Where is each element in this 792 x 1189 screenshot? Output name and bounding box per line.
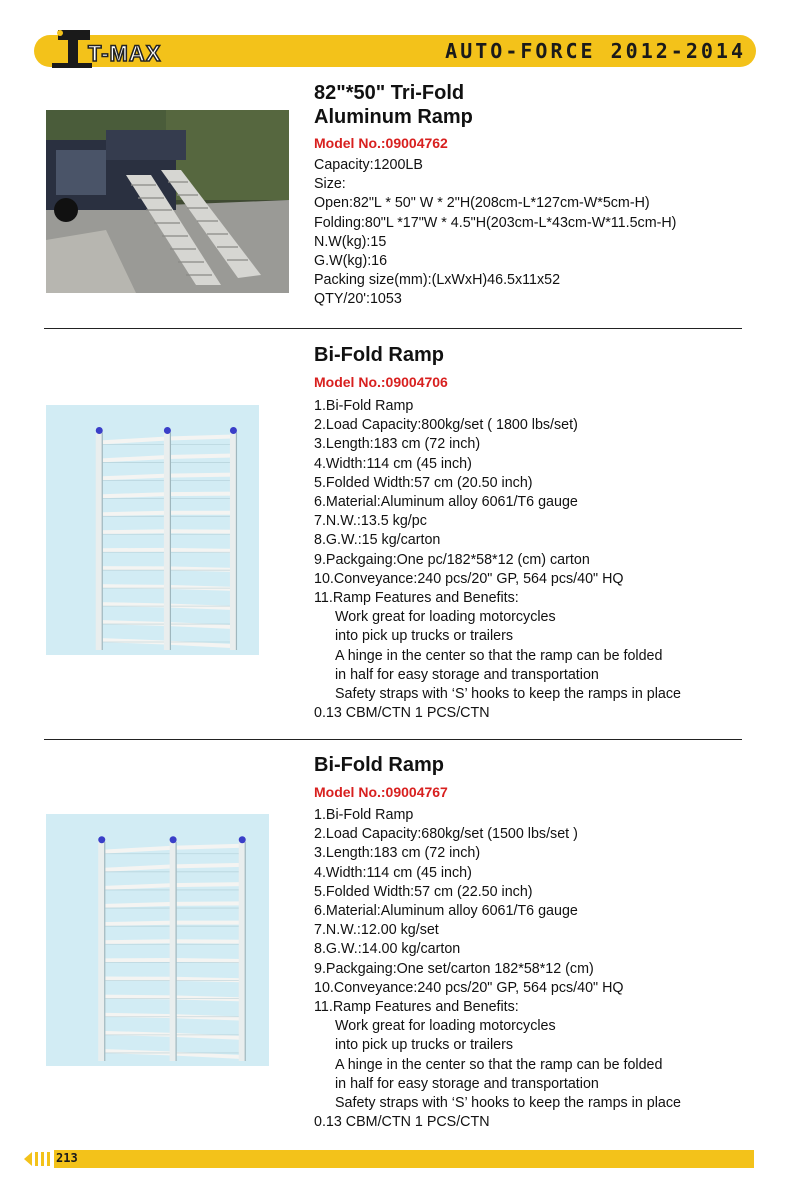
spec-item: 3.Length:183 cm (72 inch): [314, 436, 481, 453]
spec-item: Capacity:1200LB: [314, 157, 423, 173]
spec-item: into pick up trucks or trailers: [335, 628, 513, 645]
page-marker-icon: [22, 1150, 54, 1168]
product-title: Bi-Fold Ramp: [314, 754, 444, 776]
spec-item: 5.Folded Width:57 cm (20.50 inch): [314, 474, 533, 491]
spec-item: 11.Ramp Features and Benefits:: [314, 590, 519, 607]
spec-item: 2.Load Capacity:680kg/set (1500 lbs/set ): [314, 826, 578, 843]
spec-item: in half for easy storage and transportation: [335, 666, 599, 683]
section-divider: [44, 328, 742, 329]
spec-item: 4.Width:114 cm (45 inch): [314, 864, 472, 881]
spec-item: in half for easy storage and transportation: [335, 1075, 599, 1092]
spec-item: Packing size(mm):(LxWxH)46.5x11x52: [314, 272, 561, 289]
spec-item: 8.G.W.:14.00 kg/carton: [314, 941, 461, 958]
spec-item: 8.G.W.:15 kg/carton: [314, 532, 441, 549]
spec-item: Safety straps with ‘S’ hooks to keep the ramps in place: [335, 1095, 681, 1112]
spec-item: into pick up trucks or trailers: [335, 1037, 513, 1054]
spec-item: QTY/20':1053: [314, 291, 402, 308]
spec-item: 2.Load Capacity:800kg/set ( 1800 lbs/set): [314, 417, 578, 434]
spec-item: 10.Conveyance:240 pcs/20" GP, 564 pcs/40" HQ: [314, 570, 624, 587]
spec-item: 0.13 CBM/CTN 1 PCS/CTN: [314, 1114, 490, 1131]
bi-fold-ramp-photo: [46, 814, 269, 1066]
footer-bar: [22, 1150, 754, 1168]
product-title: Bi-Fold Ramp: [314, 344, 444, 366]
section-divider: [44, 739, 742, 740]
spec-item: 7.N.W.:13.5 kg/pc: [314, 513, 427, 530]
spec-item: Size:: [314, 176, 346, 193]
bi-fold-ramp-photo: [46, 405, 259, 655]
model-number: Model No.:09004767: [314, 784, 448, 800]
spec-item: 0.13 CBM/CTN 1 PCS/CTN: [314, 705, 490, 722]
spec-list: [314, 156, 676, 310]
spec-list: [314, 806, 681, 1132]
spec-item: Work great for loading motorcycles: [335, 1018, 556, 1035]
catalog-title: AUTO-FORCE 2012-2014: [445, 39, 746, 63]
tri-fold-ramp-photo: [46, 110, 289, 293]
spec-item: Open:82"L * 50" W * 2"H(208cm-L*127cm-W*5cm-H): [314, 195, 650, 212]
spec-item: Work great for loading motorcycles: [335, 609, 556, 626]
spec-item: 4.Width:114 cm (45 inch): [314, 455, 472, 472]
spec-item: 6.Material:Aluminum alloy 6061/T6 gauge: [314, 903, 578, 920]
spec-item: 5.Folded Width:57 cm (22.50 inch): [314, 883, 533, 900]
spec-item: 6.Material:Aluminum alloy 6061/T6 gauge: [314, 494, 578, 511]
spec-item: Safety straps with ‘S’ hooks to keep the ramps in place: [335, 686, 681, 703]
product-title-line2: Aluminum Ramp: [314, 106, 473, 128]
spec-item: G.W(kg):16: [314, 253, 388, 270]
spec-item: 10.Conveyance:240 pcs/20" GP, 564 pcs/40" HQ: [314, 979, 624, 996]
spec-item: 1.Bi-Fold Ramp: [314, 807, 414, 823]
spec-item: 9.Packgaing:One set/carton 182*58*12 (cm): [314, 960, 594, 977]
product-title: [314, 81, 473, 129]
page-number: 213: [56, 1151, 78, 1165]
spec-item: A hinge in the center so that the ramp can be folded: [335, 1056, 663, 1073]
spec-item: 1.Bi-Fold Ramp: [314, 398, 414, 414]
spec-item: 3.Length:183 cm (72 inch): [314, 845, 481, 862]
product-title-line1: 82"*50" Tri-Fold: [314, 82, 465, 104]
spec-item: 11.Ramp Features and Benefits:: [314, 999, 519, 1016]
spec-item: N.W(kg):15: [314, 233, 387, 250]
spec-item: A hinge in the center so that the ramp can be folded: [335, 647, 663, 664]
model-number: Model No.:09004762: [314, 135, 448, 151]
logo-text: T-MAX: [88, 41, 162, 66]
spec-list: [314, 397, 681, 723]
spec-item: Folding:80"L *17"W * 4.5"H(203cm-L*43cm-W*11.5cm-H): [314, 214, 677, 231]
spec-item: 9.Packgaing:One pc/182*58*12 (cm) carton: [314, 551, 590, 568]
spec-item: 7.N.W.:12.00 kg/set: [314, 922, 439, 939]
model-number: Model No.:09004706: [314, 374, 448, 390]
